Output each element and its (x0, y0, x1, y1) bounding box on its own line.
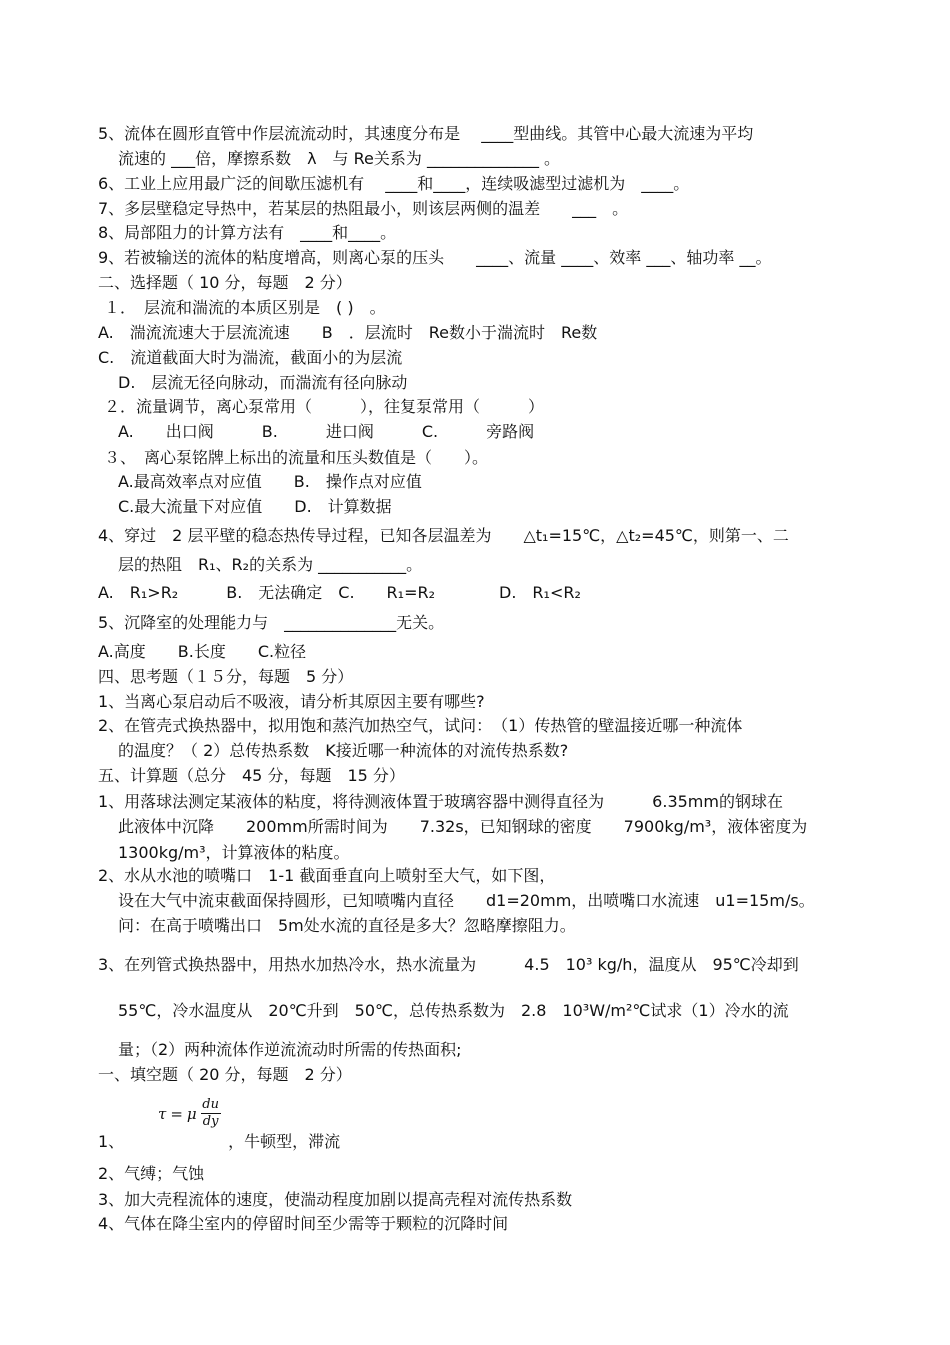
formula-numerator: du (202, 1097, 219, 1112)
formula-denominator: dy (202, 1114, 219, 1129)
formula-lhs: τ (158, 1104, 167, 1123)
text-line: ２．流量调节，离心泵常用（ ），往复泵常用（ ） (104, 397, 545, 416)
text-line: 问：在高于喷嘴出口 5m处水流的直径是多大？忽略摩擦阻力。 (118, 916, 576, 935)
text-line: 此液体中沉降 200mm所需时间为 7.32s，已知钢球的密度 7900kg/m³，液体密度为 (118, 817, 808, 836)
text-line: A.高度 B.长度 C.粒径 (98, 642, 307, 661)
formula-fraction (201, 1098, 221, 1129)
text-line: 3、加大壳程流体的速度，使湍动程度加剧以提高壳程对流传热系数 (98, 1190, 573, 1209)
text-line: 6、工业上应用最广泛的间歇压滤机有 ____和____，连续吸滤型过滤机为 ____。 (98, 174, 690, 193)
text-line: 2、水从水池的喷嘴口 1-1 截面垂直向上喷射至大气，如下图， (98, 866, 556, 885)
text-line: 4、穿过 2 层平壁的稳态热传导过程，已知各层温差为 △t₁=15℃，△t₂=45℃，则第一、二 (98, 526, 789, 545)
text-line: A. 出口阀 B. 进口阀 C. 旁路阀 (118, 422, 535, 441)
text-line: 7、多层壁稳定导热中，若某层的热阻最小，则该层两侧的温差 ___ 。 (98, 199, 629, 218)
text-line: 9、若被输送的流体的粘度增高，则离心泵的压头 ____、流量 ____、效率 ___、轴功率 __。 (98, 248, 772, 267)
text-line: A.最高效率点对应值 B. 操作点对应值 (118, 472, 422, 491)
text-line: ３、 离心泵铭牌上标出的流量和压头数值是（ ）。 (104, 448, 489, 467)
text-line: 流速的 ___倍，摩擦系数 λ 与 Re关系为 ______________ 。 (118, 149, 561, 168)
formula-eq: = (170, 1104, 183, 1123)
text-line: 2、在管壳式换热器中，拟用饱和蒸汽加热空气，试问： （1）传热管的壁温接近哪一种流体 (98, 716, 743, 735)
text-line: 的温度？（ 2）总传热系数 K接近哪一种流体的对流传热系数? (118, 741, 569, 760)
text-line: 1300kg/m³，计算液体的粘度。 (118, 843, 350, 862)
text-line: 4、气体在降尘室内的停留时间至少需等于颗粒的沉降时间 (98, 1214, 509, 1233)
text-line: 8、局部阻力的计算方法有 ____和____。 (98, 223, 397, 242)
text-line: 四、思考题（１５分，每题 5 分） (98, 667, 354, 686)
text-line: １． 层流和湍流的本质区别是 ( ) 。 (104, 298, 386, 317)
text-line: 3、在列管式换热器中，用热水加热冷水，热水流量为 4.5 10³ kg/h，温度从 95℃冷却到 (98, 955, 799, 974)
text-line: 量；（2）两种流体作逆流流动时所需的传热面积; (118, 1040, 462, 1059)
text-line: 层的热阻 R₁、R₂的关系为 ___________。 (118, 555, 423, 574)
text-line: 55℃，冷水温度从 20℃升到 50℃，总传热系数为 2.8 10³W/m²℃试求（1）冷水的流 (118, 1001, 789, 1020)
text-line: 1、当离心泵启动后不吸液，请分析其原因主要有哪些? (98, 692, 485, 711)
text-line: 2、气缚；气蚀 (98, 1164, 205, 1183)
newton-viscosity-formula (158, 1098, 221, 1129)
text-line: 五、计算题（总分 45 分，每题 15 分） (98, 766, 405, 785)
text-line: 一、填空题（ 20 分，每题 2 分） (98, 1065, 352, 1084)
text-line: C. 流道截面大时为湍流，截面小的为层流 (98, 348, 403, 367)
text-line: 二、选择题（ 10 分，每题 2 分） (98, 273, 352, 292)
text-line: C.最大流量下对应值 D. 计算数据 (118, 497, 392, 516)
text-line: D. 层流无径向脉动，而湍流有径向脉动 (118, 373, 408, 392)
text-line: 5、流体在圆形直管中作层流流动时，其速度分布是 ____型曲线。其管中心最大流速为平均 (98, 124, 754, 143)
text-line: 1、用落球法测定某液体的粘度，将待测液体置于玻璃容器中测得直径为 6.35mm的钢球在 (98, 792, 783, 811)
formula-coef: μ (186, 1104, 197, 1123)
text-line: 5、沉降室的处理能力与 ______________无关。 (98, 613, 445, 632)
text-line: A. R₁>R₂ B. 无法确定 C. R₁=R₂ D. R₁<R₂ (98, 583, 581, 602)
text-line: 1、 ，牛顿型，滞流 (98, 1132, 341, 1151)
text-line: A. 湍流流速大于层流流速 B ．层流时 Re数小于湍流时 Re数 (98, 323, 598, 342)
text-line: 设在大气中流束截面保持圆形，已知喷嘴内直径 d1=20mm，出喷嘴口水流速 u1=15m/s。 (118, 891, 815, 910)
